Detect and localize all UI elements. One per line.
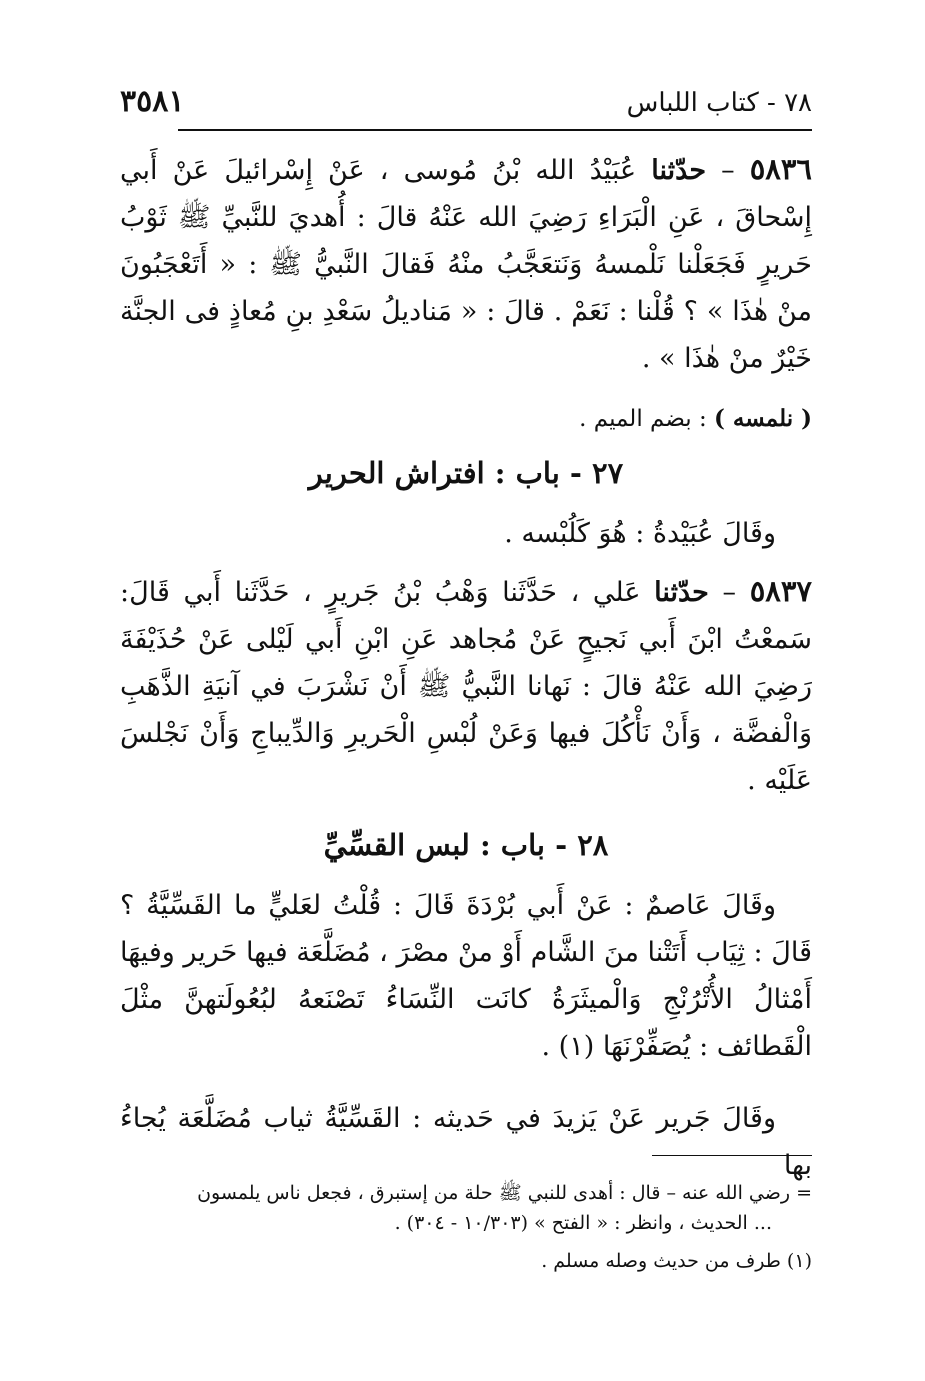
haddathana-label: حدّثنا: [654, 577, 709, 608]
intro-text: وقَالَ عُبَيْدةُ : هُوَ كَلُبْسه .: [504, 518, 776, 549]
footnote-continuation-line-2: ... الحديث ، وانظر : « الفتح » (١٠/٣٠٣ - ٣٠٤) .: [394, 1212, 772, 1234]
footnote-1: (١) طرف من حديث وصله مسلم .: [541, 1250, 812, 1272]
gloss-explanation: : بضم الميم .: [579, 406, 715, 432]
chapter-28-paragraph-2: [120, 1095, 812, 1189]
paragraph-text: وقَالَ عَاصمٌ : عَنْ أَبي بُرْدَةَ قَالَ : قُلْتُ لعَليٍّ ما القَسِّيَّةُ ؟ قَالَ : ثِيَاب أَتَتْنا منَ الشَّام أَوْ منْ مصْرَ ، مُضَلَّعَة فيها حَرير وفيهَا أَمْثالُ الأُتْرُنْجِ وَالْميثَرَةُ كانَت النِّسَاءُ تَصْنَعهُ لبُعُولَتهنَّ مثْلَ الْقَطائف : يُصَفِّرْنَهَا (١) .: [120, 890, 812, 1062]
hadith-5836: [120, 146, 812, 382]
header-rule: [178, 129, 812, 131]
hadith-number: ٥٨٣٧: [749, 574, 812, 608]
running-header: [120, 84, 812, 128]
footnote-rule: [652, 1155, 812, 1156]
haddathana-label: حدّثنا: [651, 155, 707, 186]
chapter-heading-27: ٢٧ - باب : افتراش الحرير: [308, 456, 624, 490]
hadith-number: ٥٨٣٦: [749, 152, 813, 186]
gloss-term: ( نلمسه ): [714, 405, 812, 432]
gloss-nalmisuhu: [212, 405, 812, 432]
paragraph-text: وقَالَ جَرير عَنْ يَزيدَ في حَديثه : القَسِّيَّةُ ثياب مُضَلَّعَة يُجاءُ بها: [120, 1103, 812, 1181]
hadith-dash: –: [708, 577, 750, 608]
chapter-heading-28: ٢٨ - باب : لبس القسِّيِّ: [323, 828, 609, 862]
page-number: ٣٥٨١: [120, 84, 185, 119]
hadith-5837: [120, 568, 812, 804]
chapter-28-paragraph-1: [120, 882, 812, 1070]
running-title: ٧٨ - كتاب اللباس: [626, 88, 812, 118]
hadith-text: عُبَيْدُ الله بْنُ مُوسى ، عَنْ إِسْرائيلَ عَنْ أَبي إِسْحاقَ ، عَنِ الْبَرَاءِ رَضِيَ الله عَنْهُ قالَ : أُهديَ للنَّبيِّ ﷺ ثَوْبُ حَريرٍ فَجَعَلْنا نَلْمسهُ وَنَتعَجَّبُ منْهُ فَقالَ النَّبيُّ ﷺ : « أَتَعْجَبُونَ منْ هٰذَا » ؟ قُلْنا : نَعَمْ . قالَ : « مَناديلُ سَعْدِ بنِ مُعاذٍ فى الجنَّة خَيْرٌ منْ هٰذَا » .: [120, 155, 812, 374]
hadith-dash: –: [706, 155, 750, 186]
chapter-27-intro: [120, 510, 812, 557]
hadith-text: عَلي ، حَدَّثَنا وَهْبُ بْنُ جَريرٍ ، حَدَّثَنا أَبي قَالَ: سَمعْتُ ابْنَ أَبي نَجيحٍ عَنْ مُجاهد عَنِ ابْنِ أَبي لَيْلى عَنْ حُذَيْفَةَ رَضِيَ الله عَنْهُ قالَ : نَهانا النَّبيُّ ﷺ أَنْ نَشْرَبَ في آنيَةِ الذَّهَبِ وَالْفضَّة ، وَأَنْ نَأْكُلَ فيها وَعَنْ لُبْسِ الْحَريرِ وَالدِّيباجِ وَأَنْ نَجْلسَ عَلَيْه .: [120, 577, 812, 796]
footnote-continuation-line-1: = رضي الله عنه – قال : أهدى للنبي ﷺ حلة من إستبرق ، فجعل ناس يلمسون: [197, 1182, 812, 1204]
